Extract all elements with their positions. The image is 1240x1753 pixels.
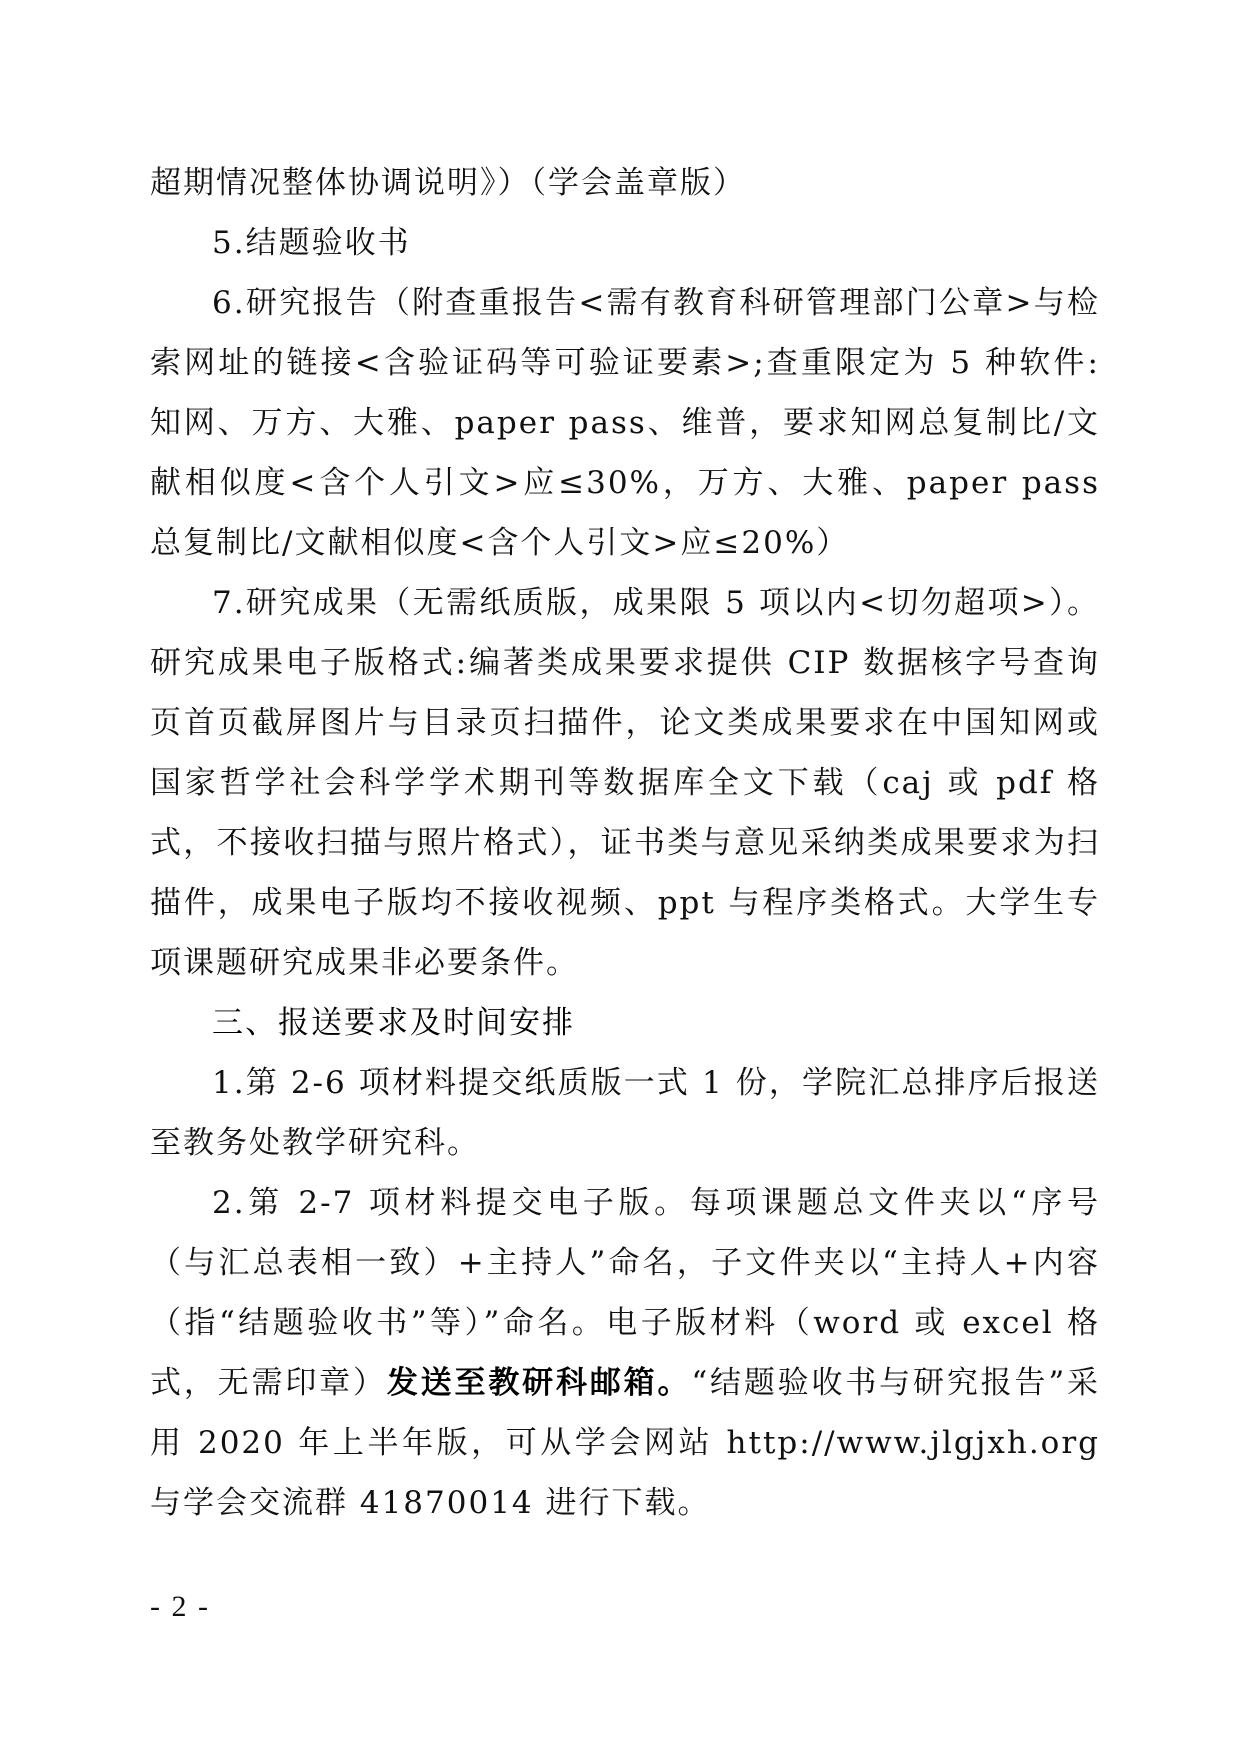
email-emphasis: 发送至教研科邮箱。	[386, 1365, 692, 1401]
page-number: - 2 -	[150, 1590, 210, 1623]
requirement-1-paper-copy: 1.第 2-6 项材料提交纸质版一式 1 份，学院汇总排序后报送至教务处教学研究科。	[150, 1065, 1100, 1161]
requirement-2-text-start: 2.第 2-7 项材料提交电子版。每项课题总文件夹以“序号（与汇总表相一致）+主持人”命名，子文件夹以“主持人+内容（指“结题验收书”等）”命名。电子版材料（word 或 excel 格式，无需印章）	[150, 1185, 1100, 1401]
paragraph-continuation: 超期情况整体协调说明》）（学会盖章版）	[150, 165, 746, 201]
section-3-heading: 三、报送要求及时间安排	[212, 1005, 575, 1041]
document-body	[150, 153, 1100, 1533]
requirement-2-text-end: “结题验收书与研究报告”采用 2020 年上半年版，可从学会网站 http://www.jlgjxh.org 与学会交流群 41870014 进行下载。	[150, 1365, 1101, 1521]
requirement-2-electronic-copy	[150, 1173, 1100, 1533]
item-6-research-report: 6.研究报告（附查重报告<需有教育科研管理部门公章>与检索网址的链接<含验证码等可验证要素>;查重限定为 5 种软件:知网、万方、大雅、paper pass、维普，要求知网总复制比/文献相似度<含个人引文>应≤30%，万方、大雅、paper pass 总复制比/文献相似度<含个人引文>应≤20%）	[150, 285, 1100, 561]
item-5-acceptance-form: 5.结题验收书	[212, 225, 411, 261]
item-7-research-results: 7.研究成果（无需纸质版，成果限 5 项以内<切勿超项>）。研究成果电子版格式:编著类成果要求提供 CIP 数据核字号查询页首页截屏图片与目录页扫描件，论文类成果要求在中国知网或国家哲学社会科学学术期刊等数据库全文下载（caj 或 pdf 格式，不接收扫描与照片格式），证书类与意见采纳类成果要求为扫描件，成果电子版均不接收视频、ppt 与程序类格式。大学生专项课题研究成果非必要条件。	[150, 585, 1100, 981]
